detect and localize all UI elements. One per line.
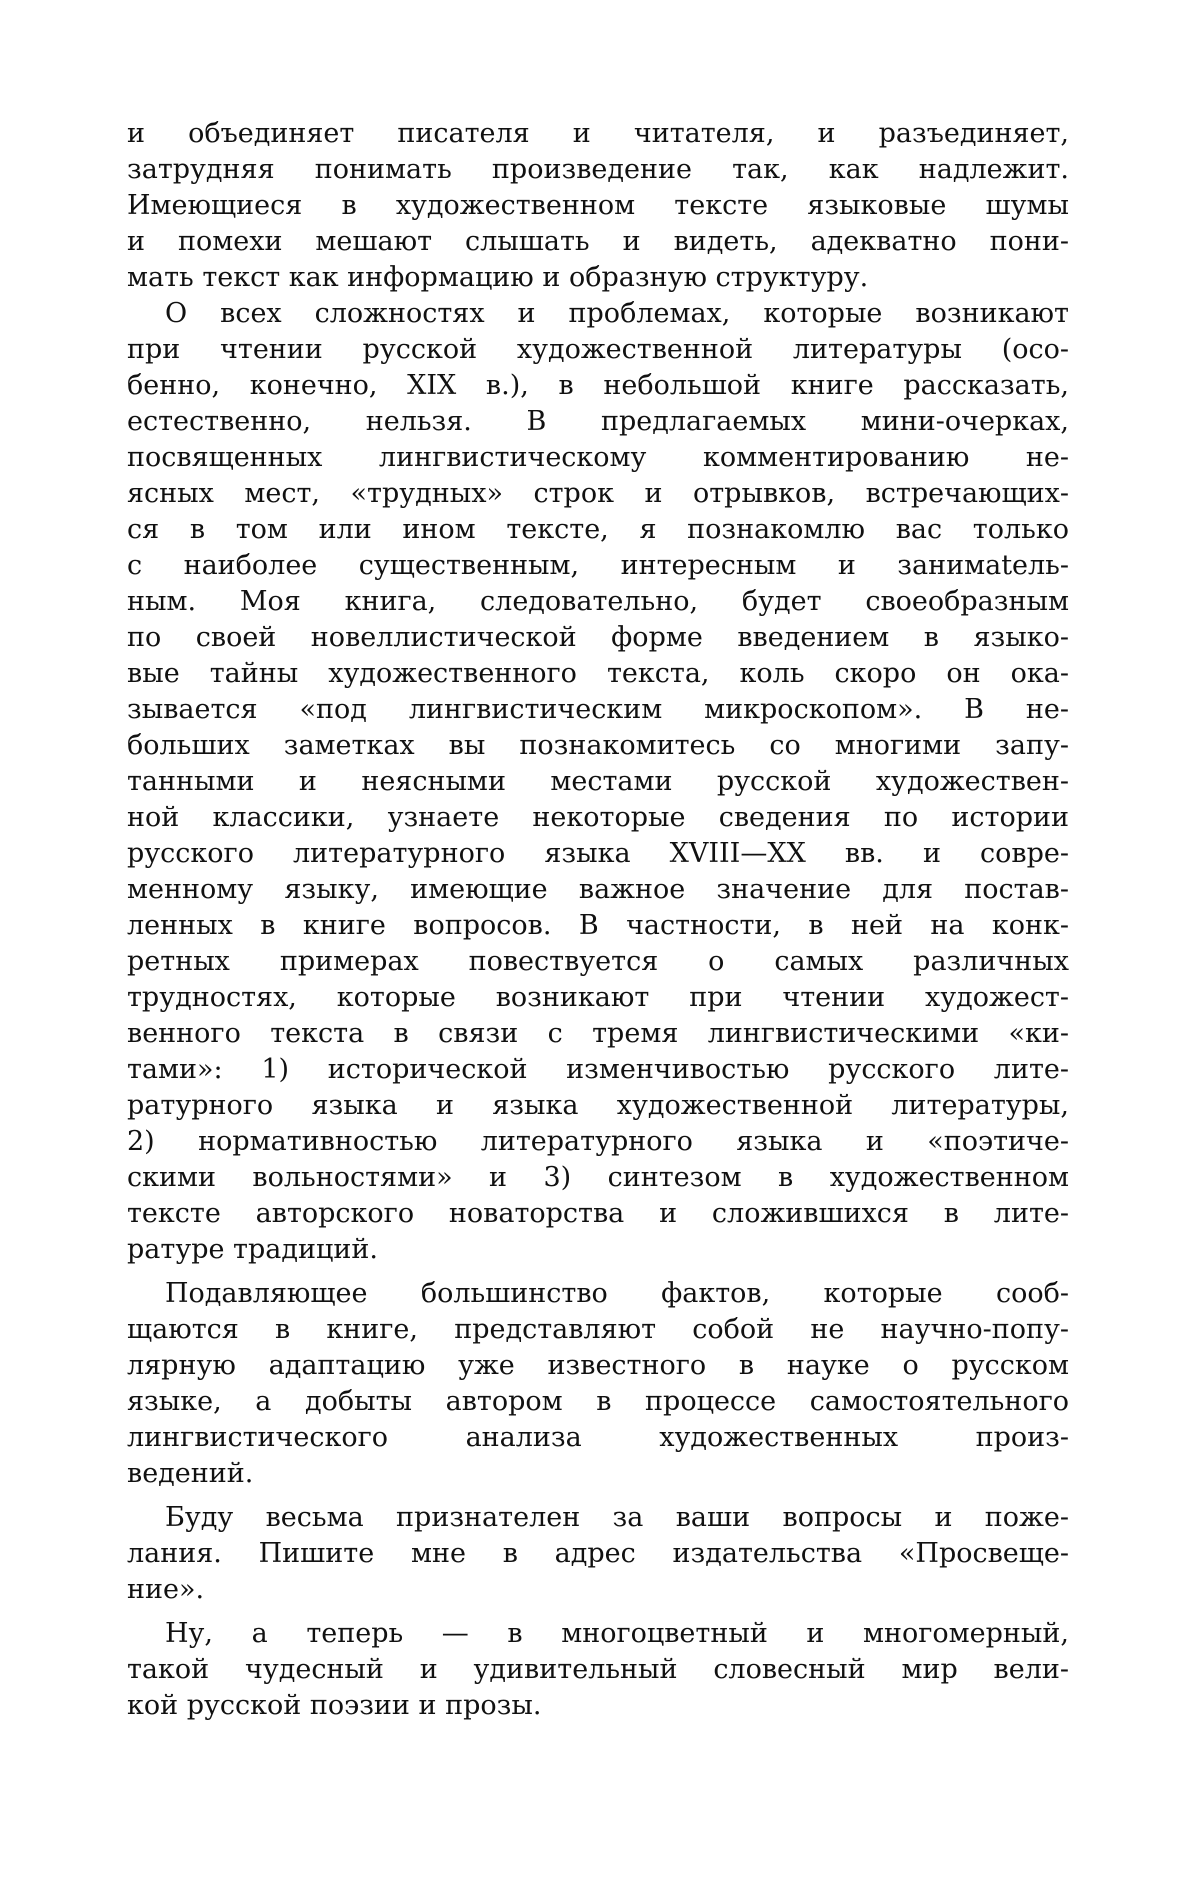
- text-line: такой чудесный и удивительный словесный мир вели-: [127, 1654, 1069, 1685]
- text-line: больших заметках вы познакомитесь со многими запу-: [127, 730, 1069, 761]
- body-text: [127, 116, 1069, 1724]
- text-line: бенно, конечно, XIX в.), в небольшой книге рассказать,: [127, 370, 1069, 401]
- text-line: и объединяет писателя и читателя, и разъединяет,: [127, 118, 1069, 149]
- text-line: танными и неясными местами русской художествен-: [127, 766, 1069, 797]
- text-line: менному языку, имеющие важное значение для постав-: [127, 874, 1069, 905]
- paragraph: [127, 1500, 1069, 1608]
- text-line: по своей новеллистической форме введением в языко-: [127, 622, 1069, 653]
- text-line: зывается «под лингвистическим микроскопом». В не-: [127, 694, 1069, 725]
- text-line: лярную адаптацию уже известного в науке о русском: [127, 1350, 1069, 1381]
- paragraph: [127, 1276, 1069, 1492]
- text-line: Подавляющее большинство фактов, которые сооб-: [165, 1278, 1069, 1309]
- text-line: щаются в книге, представляют собой не научно-попу-: [127, 1314, 1069, 1345]
- text-line: вые тайны художественного текста, коль скоро он ока-: [127, 658, 1069, 689]
- text-line: ной классики, узнаете некоторые сведения по истории: [127, 802, 1069, 833]
- text-line: при чтении русской художественной литературы (осо-: [127, 334, 1069, 365]
- text-line: и помехи мешают слышать и видеть, адекватно пони-: [127, 226, 1069, 257]
- text-line: Ну, а теперь — в многоцветный и многомерный,: [165, 1618, 1069, 1649]
- text-line: затрудняя понимать произведение так, как надлежит.: [127, 154, 1069, 185]
- paragraph: [127, 1616, 1069, 1724]
- text-line: ным. Моя книга, следовательно, будет своеобразным: [127, 586, 1069, 617]
- text-line: ретных примерах повествуется о самых различных: [127, 946, 1069, 977]
- text-line: ние».: [127, 1574, 205, 1605]
- text-line: ратуре традиций.: [127, 1234, 378, 1265]
- text-line: ясных мест, «трудных» строк и отрывков, встречающих-: [127, 478, 1069, 509]
- paragraph: [127, 296, 1069, 1268]
- text-line: О всех сложностях и проблемах, которые возникают: [165, 298, 1069, 329]
- text-line: русского литературного языка XVIII—XX вв. и совре-: [127, 838, 1069, 869]
- text-line: ся в том или ином тексте, я познакомлю вас только: [127, 514, 1069, 545]
- text-line: Имеющиеся в художественном тексте языковые шумы: [127, 190, 1069, 221]
- text-line: ленных в книге вопросов. В частности, в ней на конк-: [127, 910, 1069, 941]
- text-line: посвященных лингвистическому комментированию не-: [127, 442, 1069, 473]
- text-line: мать текст как информацию и образную структуру.: [127, 262, 869, 293]
- text-line: ратурного языка и языка художественной литературы,: [127, 1090, 1069, 1121]
- text-line: ведений.: [127, 1458, 254, 1489]
- text-line: кой русской поэзии и прозы.: [127, 1690, 542, 1721]
- text-line: трудностях, которые возникают при чтении художест-: [127, 982, 1069, 1013]
- paragraph: [127, 116, 1069, 296]
- text-line: лания. Пишите мне в адрес издательства «Просвеще-: [127, 1538, 1069, 1569]
- text-line: тексте авторского новаторства и сложившихся в лите-: [127, 1198, 1069, 1229]
- text-line: скими вольностями» и 3) синтезом в художественном: [127, 1162, 1069, 1193]
- text-line: венного текста в связи с тремя лингвистическими «ки-: [127, 1018, 1069, 1049]
- text-line: естественно, нельзя. В предлагаемых мини-очерках,: [127, 406, 1069, 437]
- text-line: языке, а добыты автором в процессе самостоятельного: [127, 1386, 1069, 1417]
- text-line: 2) нормативностью литературного языка и «поэтиче-: [127, 1126, 1069, 1157]
- text-line: тами»: 1) исторической изменчивостью русского лите-: [127, 1054, 1069, 1085]
- text-line: Буду весьма признателен за ваши вопросы и поже-: [165, 1502, 1069, 1533]
- text-line: с наиболее существенным, интересным и занимatель-: [127, 550, 1069, 581]
- text-line: лингвистического анализа художественных произ-: [127, 1422, 1069, 1453]
